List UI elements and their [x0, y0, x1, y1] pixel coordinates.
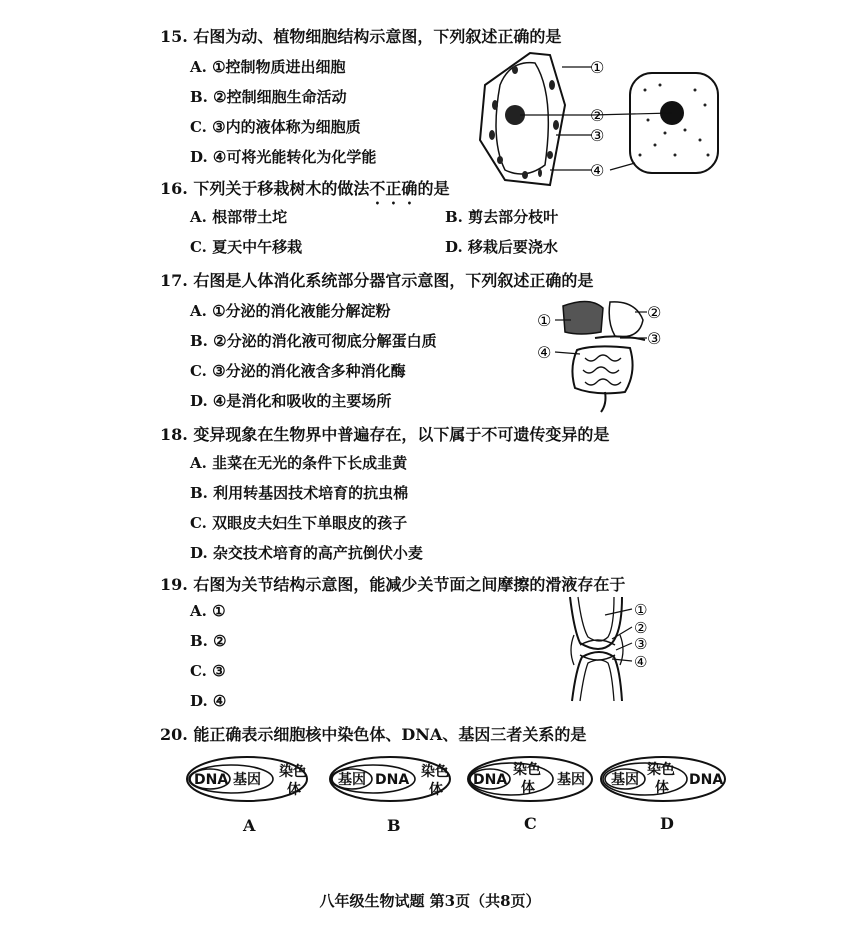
- q16-stem-emphasis: 不正确: [369, 179, 418, 198]
- q20-b-outer2: 体: [429, 782, 443, 798]
- q20-a-middle: 基因: [233, 772, 261, 788]
- q19-option-c: C. ③: [190, 662, 226, 680]
- q20-b-middle: DNA: [375, 772, 410, 788]
- q16-stem-prefix: 16. 下列关于移栽树木的做法: [160, 179, 370, 198]
- q15-option-c: C. ③内的液体称为细胞质: [190, 118, 361, 136]
- q19-option-a: A. ①: [190, 602, 226, 620]
- digestive-diagram: [535, 292, 695, 417]
- q17-option-d: D. ④是消化和吸收的主要场所: [190, 392, 392, 410]
- q19-label-4: ④: [634, 653, 648, 671]
- q17-option-a: A. ①分泌的消化液能分解淀粉: [190, 302, 391, 320]
- q20-letter-b: B: [387, 816, 401, 835]
- q19-label-2: ②: [634, 619, 648, 637]
- q16-stem: [160, 176, 449, 208]
- q15-label-1: ①: [590, 58, 605, 77]
- q17-label-3: ③: [647, 329, 662, 348]
- q20-c-outer: 基因: [557, 772, 585, 788]
- q20-d-middle1: 染色: [647, 762, 675, 778]
- q20-stem: 20. 能正确表示细胞核中染色体、DNA、基因三者关系的是: [160, 725, 587, 744]
- q15-label-2: ②: [590, 106, 605, 125]
- q15-option-b: B. ②控制细胞生命活动: [190, 88, 347, 106]
- q18-option-a: A. 韭菜在无光的条件下长成韭黄: [190, 454, 408, 472]
- q17-label-2: ②: [647, 303, 662, 322]
- q15-stem: 15. 右图为动、植物细胞结构示意图，下列叙述正确的是: [160, 27, 562, 46]
- q19-label-1: ①: [634, 601, 648, 619]
- q16-stem-suffix: 的是: [417, 179, 450, 198]
- q20-c-inner: DNA: [473, 772, 508, 788]
- q18-option-c: C. 双眼皮夫妇生下单眼皮的孩子: [190, 514, 408, 532]
- q20-diagrams: [185, 752, 745, 812]
- q20-choice-c-diagram: [468, 757, 592, 801]
- q15-label-3: ③: [590, 126, 605, 145]
- q20-letter-d: D: [660, 814, 674, 833]
- q20-choice-a-diagram: [187, 757, 307, 801]
- q20-choice-b-diagram: [330, 757, 450, 801]
- q15-option-d: D. ④可将光能转化为化学能: [190, 148, 377, 166]
- q19-option-d: D. ④: [190, 692, 227, 710]
- q16-option-d: D. 移栽后要浇水: [445, 238, 558, 256]
- q18-stem: 18. 变异现象在生物界中普遍存在，以下属于不可遗传变异的是: [160, 425, 610, 444]
- page-footer: 八年级生物试题 第3页（共8页）: [319, 892, 541, 910]
- q15-option-a: A. ①控制物质进出细胞: [190, 58, 346, 76]
- joint-diagram: [560, 595, 670, 705]
- q20-d-outer: DNA: [689, 772, 724, 788]
- q20-c-middle2: 体: [521, 780, 535, 796]
- q16-option-a: A. 根部带土坨: [190, 208, 288, 226]
- q20-letter-c: C: [524, 814, 537, 833]
- q15-label-4: ④: [590, 161, 605, 180]
- q20-b-inner: 基因: [338, 772, 366, 788]
- q19-stem: 19. 右图为关节结构示意图，能减少关节面之间摩擦的滑液存在于: [160, 575, 626, 594]
- q17-option-c: C. ③分泌的消化液含多种消化酶: [190, 362, 406, 380]
- q17-stem: 17. 右图是人体消化系统部分器官示意图，下列叙述正确的是: [160, 271, 594, 290]
- q17-label-1: ①: [537, 311, 552, 330]
- q17-option-b: B. ②分泌的消化液可彻底分解蛋白质: [190, 332, 437, 350]
- q20-b-outer1: 染色: [421, 764, 449, 780]
- q20-d-middle2: 体: [655, 780, 669, 796]
- q18-option-d: D. 杂交技术培育的高产抗倒伏小麦: [190, 544, 423, 562]
- q20-c-middle1: 染色: [513, 762, 541, 778]
- q16-option-c: C. 夏天中午移栽: [190, 238, 303, 256]
- q17-label-4: ④: [537, 343, 552, 362]
- cell-diagram: [470, 45, 730, 195]
- q20-a-outer1: 染色: [279, 764, 307, 780]
- q20-a-inner: DNA: [194, 772, 229, 788]
- q19-option-b: B. ②: [190, 632, 227, 650]
- q20-letter-a: A: [243, 816, 256, 835]
- q20-d-inner: 基因: [611, 772, 639, 788]
- q20-a-outer2: 体: [287, 782, 301, 798]
- q18-option-b: B. 利用转基因技术培育的抗虫棉: [190, 484, 409, 502]
- q19-label-3: ③: [634, 635, 648, 653]
- q20-choice-d-diagram: [601, 757, 725, 801]
- q16-option-b: B. 剪去部分枝叶: [445, 208, 559, 226]
